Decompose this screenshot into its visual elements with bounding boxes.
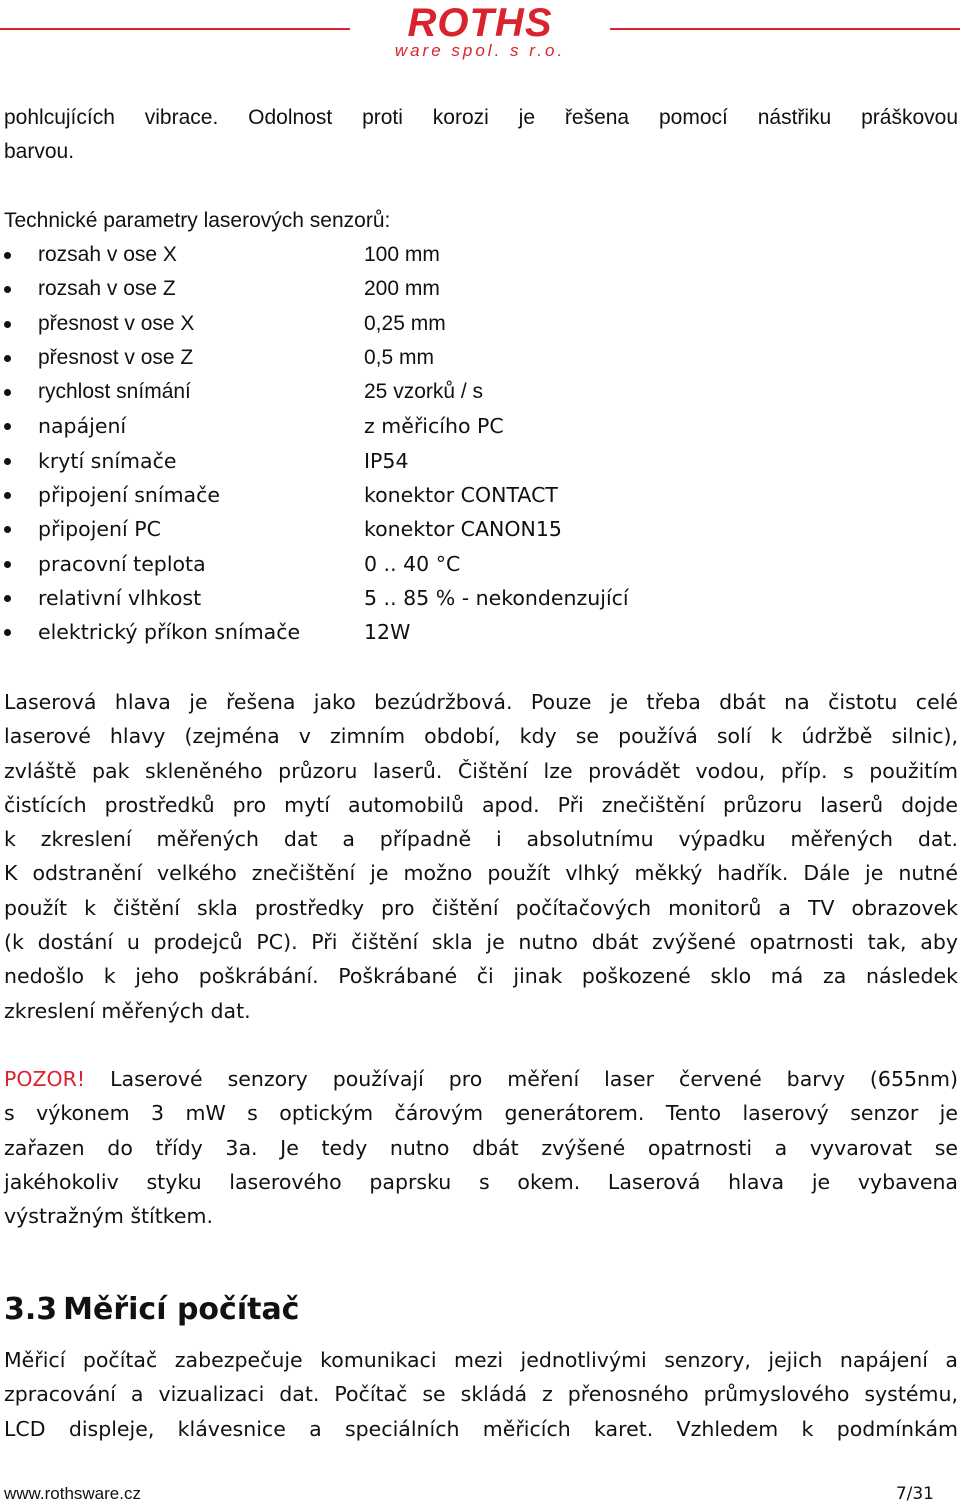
paragraph-line: zařazen do třídy 3a. Je tedy nutno dbát zvýšené opatrnosti a vyvarovat se	[4, 1135, 958, 1160]
company-logo	[380, 0, 580, 70]
spec-label: přesnost v ose X	[38, 311, 195, 335]
spec-label: pracovní teplota	[38, 551, 206, 576]
warning-text: Laserové senzory používají pro měření laser červené barvy (655nm)	[85, 1067, 958, 1091]
spec-label: rychlost snímání	[38, 380, 191, 404]
spec-value: z měřicího PC	[364, 414, 504, 439]
warning-label: POZOR!	[4, 1067, 86, 1091]
header-rule-right	[610, 28, 960, 30]
bullet-icon	[4, 423, 11, 430]
paragraph-line: zvláště pak skleněného průzoru laserů. Čištění lze provádět vodou, příp. s použitím	[4, 758, 958, 783]
bullet-icon	[4, 355, 11, 362]
spec-label: připojení PC	[38, 517, 161, 542]
paragraph-line: Měřicí počítač zabezpečuje komunikaci mezi jednotlivými senzory, jejich napájení a	[4, 1348, 958, 1372]
bullet-icon	[4, 561, 11, 568]
spec-value: IP54	[364, 448, 409, 473]
bullet-icon	[4, 526, 11, 533]
paragraph-line: (k dostání u prodejců PC). Při čištění skla je nutno dbát zvýšené opatrnosti tak, aby	[4, 930, 958, 955]
intro-line: pohlcujících vibrace. Odolnost proti korozi je řešena pomocí nástřiku práškovou	[4, 106, 958, 129]
page-footer	[4, 1483, 934, 1505]
spec-label: přesnost v ose Z	[38, 345, 194, 369]
paragraph-line	[4, 1062, 958, 1096]
spec-label: krytí snímače	[38, 448, 177, 473]
page-number: 7/31	[895, 1484, 934, 1504]
section-heading	[4, 1290, 299, 1330]
paragraph-line: zpracování a vizualizaci dat. Počítač se skládá z přenosného průmyslového systému,	[4, 1382, 958, 1407]
spec-value: 5 .. 85 % - nekondenzující	[364, 585, 629, 610]
paragraph-line: výstražným štítkem.	[4, 1204, 214, 1229]
footer-url[interactable]: www.rothsware.cz	[4, 1484, 141, 1503]
bullet-icon	[4, 389, 11, 396]
paragraph-line: LCD displeje, klávesnice a speciálních měřicích karet. Vzhledem k podmínkám	[4, 1416, 958, 1441]
paragraph-line: použít k čištění skla prostředky pro čištění počítačových monitorů a TV obrazovek	[4, 895, 958, 920]
paragraph-line: laserové hlavy (zejména v zimním období, kdy se používá solí k údržbě silnic),	[4, 724, 958, 749]
header-rule-left	[0, 28, 350, 30]
bullet-icon	[4, 286, 11, 293]
spec-value: 25 vzorků / s	[364, 380, 484, 404]
spec-label: rozsah v ose Z	[38, 277, 176, 301]
spec-label: rozsah v ose X	[38, 243, 177, 266]
specs-title: Technické parametry laserových senzorů:	[4, 209, 391, 232]
paragraph-line: čistících prostředků pro mytí automobilů apod. Při znečištění průzoru laserů dojde	[4, 792, 958, 817]
spec-value: 100 mm	[364, 243, 440, 266]
paragraph-line: zkreslení měřených dat.	[4, 998, 251, 1023]
spec-label: připojení snímače	[38, 483, 220, 508]
paragraph-line: s výkonem 3 mW s optickým čárovým generátorem. Tento laserový senzor je	[4, 1101, 958, 1126]
spec-value: 0,25 mm	[364, 311, 446, 335]
paragraph-line: K odstranění velkého znečištění je možno použít vlhký měkký hadřík. Dále je nutné	[4, 861, 958, 886]
bullet-icon	[4, 321, 11, 328]
bullet-icon	[4, 492, 11, 499]
intro-line: barvou.	[4, 140, 75, 164]
section-title: Měřicí počítač	[63, 1292, 300, 1327]
spec-label: elektrický příkon snímače	[38, 620, 301, 645]
logo-subtitle: ware spol. s r.o.	[394, 41, 566, 60]
spec-value: 0,5 mm	[364, 345, 435, 369]
paragraph-line: nedošlo k jeho poškrábání. Poškrábané či jinak poškozené sklo má za následek	[4, 964, 958, 989]
spec-value: konektor CANON15	[364, 517, 562, 542]
spec-value: 200 mm	[364, 277, 440, 301]
bullet-icon	[4, 595, 11, 602]
paragraph-line: k zkreslení měřených dat a případně i absolutnímu výpadku měřených dat.	[4, 827, 958, 852]
bullet-icon	[4, 629, 11, 636]
spec-label: relativní vlhkost	[38, 585, 202, 610]
logo-wordmark: ROTHS	[407, 1, 553, 45]
spec-value: 12W	[364, 620, 411, 645]
bullet-icon	[4, 458, 11, 465]
paragraph-line: Laserová hlava je řešena jako bezúdržbová. Pouze je třeba dbát na čistotu celé	[4, 690, 958, 714]
bullet-icon	[4, 252, 11, 259]
intro-paragraph	[4, 101, 958, 170]
section-paragraph	[4, 1343, 958, 1446]
maintenance-paragraph	[4, 685, 958, 1028]
spec-value: konektor CONTACT	[364, 483, 558, 508]
paragraph-line: jakéhokoliv styku laserového paprsku s okem. Laserová hlava je vybavena	[4, 1169, 958, 1194]
spec-value: 0 .. 40 °C	[364, 551, 461, 576]
warning-paragraph	[4, 1062, 958, 1233]
section-number: 3.3	[4, 1292, 58, 1327]
spec-label: napájení	[38, 414, 127, 439]
